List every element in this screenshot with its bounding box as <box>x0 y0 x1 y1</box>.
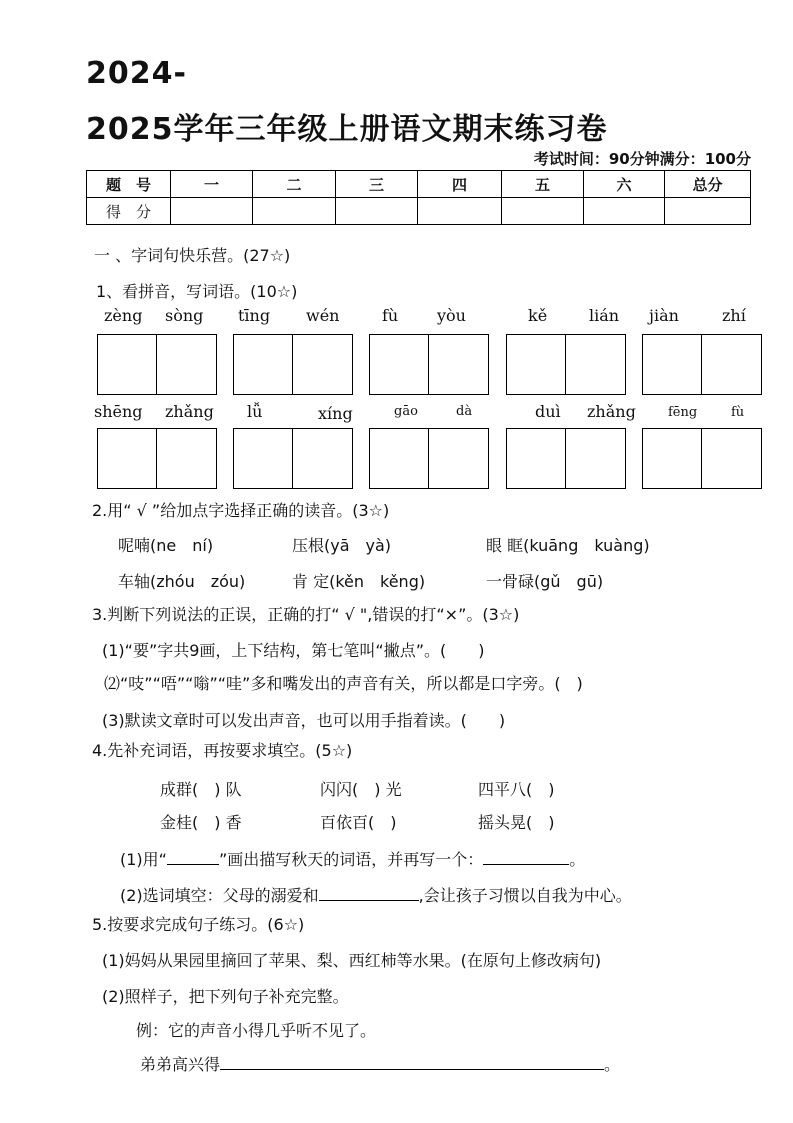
writing-cell[interactable] <box>157 335 216 394</box>
answer-line[interactable] <box>220 1069 604 1070</box>
idiom-blank: 金桂( ) 香 <box>160 813 242 832</box>
writing-cell[interactable] <box>293 335 352 394</box>
score-table-cell: 二 <box>253 171 336 198</box>
reading-option: 车轴(zhóu zóu) <box>118 572 246 591</box>
writing-cell[interactable] <box>370 335 429 394</box>
pinyin: gāo <box>394 404 418 419</box>
score-table <box>86 170 751 225</box>
pinyin: tīng <box>238 306 271 325</box>
score-table-cell: 题 号 <box>87 171 171 198</box>
score-input-cell[interactable] <box>253 198 336 225</box>
title-line-1: 2024- <box>86 56 187 91</box>
pinyin: fù <box>382 306 399 325</box>
writing-cell[interactable] <box>98 335 157 394</box>
score-table-cell: 总分 <box>665 171 751 198</box>
pinyin: lǚ <box>247 402 263 421</box>
q4-sub1-text-a: (1)用“ <box>120 850 167 869</box>
pinyin: fēng <box>668 405 698 420</box>
writing-cell[interactable] <box>643 429 702 488</box>
answer-line[interactable] <box>319 900 419 901</box>
score-table-cell: 五 <box>502 171 584 198</box>
q5-fill <box>140 1052 620 1075</box>
writing-cell[interactable] <box>507 335 566 394</box>
answer-line[interactable] <box>167 864 219 865</box>
writing-grid <box>642 334 762 395</box>
pinyin: wén <box>306 306 340 325</box>
q4-sub1-text-b: ”画出描写秋天的词语，并再写一个： <box>218 850 484 869</box>
pinyin: zhǎng <box>587 402 636 421</box>
writing-cell[interactable] <box>370 429 429 488</box>
pinyin: zèng <box>104 306 143 325</box>
q4-sub1 <box>120 847 585 870</box>
writing-cell[interactable] <box>293 429 352 488</box>
idiom-blank: 闪闪( ) 光 <box>320 780 402 799</box>
pinyin: sòng <box>165 306 204 325</box>
writing-cell[interactable] <box>702 429 761 488</box>
writing-grid <box>642 428 762 489</box>
q5-sub2: (2)照样子，把下列句子补充完整。 <box>102 987 349 1006</box>
q5-fill-text-a: 弟弟高兴得 <box>140 1055 221 1074</box>
score-input-cell[interactable] <box>665 198 751 225</box>
writing-cell[interactable] <box>566 429 625 488</box>
score-input-cell[interactable] <box>336 198 418 225</box>
judgement-item: (3)默读文章时可以发出声音，也可以用手指着读。( ) <box>102 711 506 730</box>
score-table-cell: 四 <box>418 171 502 198</box>
idiom-blank: 百依百( ) <box>320 813 397 832</box>
writing-cell[interactable] <box>643 335 702 394</box>
writing-cell[interactable] <box>98 429 157 488</box>
writing-grid <box>506 428 626 489</box>
score-table-cell: 一 <box>171 171 253 198</box>
q4-sub1-text-c: 。 <box>569 850 586 869</box>
writing-cell[interactable] <box>429 335 488 394</box>
exam-info: 考试时间：90分钟满分：100分 <box>533 150 751 168</box>
reading-option: 呢喃(ne ní) <box>118 536 214 555</box>
writing-grid <box>233 334 353 395</box>
q4-sub2 <box>120 883 632 906</box>
reading-option: 压根(yā yà) <box>292 536 392 555</box>
q5-sub1: (1)妈妈从果园里摘回了苹果、梨、西红柿等水果。(在原句上修改病句) <box>102 951 602 970</box>
pinyin: lián <box>589 306 620 325</box>
pinyin: jiàn <box>649 306 679 325</box>
answer-line[interactable] <box>483 864 569 865</box>
pinyin: zhí <box>722 306 746 325</box>
writing-grid <box>97 428 217 489</box>
writing-cell[interactable] <box>157 429 216 488</box>
writing-cell[interactable] <box>234 429 293 488</box>
q4-sub2-text-a: (2)选词填空：父母的溺爱和 <box>120 886 319 905</box>
score-table-cell: 三 <box>336 171 418 198</box>
writing-grid <box>369 428 489 489</box>
pinyin: duì <box>535 402 561 421</box>
score-table-header-row <box>87 171 751 198</box>
writing-cell[interactable] <box>429 429 488 488</box>
score-table-score-row <box>87 198 751 225</box>
pinyin: fù <box>731 405 745 420</box>
q1-heading: 1、看拼音，写词语。(10☆) <box>96 282 298 301</box>
score-input-cell[interactable] <box>418 198 502 225</box>
reading-option: 眼 眶(kuāng kuàng) <box>486 536 650 555</box>
writing-cell[interactable] <box>566 335 625 394</box>
idiom-blank: 摇头晃( ) <box>478 813 555 832</box>
judgement-item: (1)“要”字共9画，上下结构，第七笔叫“撇点”。( ) <box>102 641 485 660</box>
q5-fill-text-b: 。 <box>604 1055 621 1074</box>
score-table-cell: 六 <box>584 171 665 198</box>
title-line-2: 2025学年三年级上册语文期末练习卷 <box>86 112 608 147</box>
pinyin: zhǎng <box>165 402 214 421</box>
pinyin: shēng <box>94 402 143 421</box>
writing-cell[interactable] <box>234 335 293 394</box>
q4-heading: 4.先补充词语，再按要求填空。(5☆) <box>92 741 353 760</box>
reading-option: 肯 定(kěn kěng) <box>292 572 426 591</box>
writing-grid <box>506 334 626 395</box>
q2-heading: 2.用“ √ ”给加点字选择正确的读音。(3☆) <box>92 501 390 520</box>
reading-option: 一骨碌(gǔ gū) <box>486 572 604 591</box>
writing-grid <box>233 428 353 489</box>
idiom-blank: 成群( ) 队 <box>160 780 242 799</box>
pinyin: kě <box>528 306 548 325</box>
writing-cell[interactable] <box>507 429 566 488</box>
score-input-cell[interactable] <box>584 198 665 225</box>
pinyin: dà <box>456 404 473 419</box>
writing-grid <box>97 334 217 395</box>
pinyin: xíng <box>318 404 353 423</box>
score-input-cell[interactable] <box>171 198 253 225</box>
q3-heading: 3.判断下列说法的正误，正确的打“ √ ",错误的打“×”。(3☆) <box>92 605 520 624</box>
idiom-blank: 四平八( ) <box>478 780 555 799</box>
score-input-cell[interactable] <box>502 198 584 225</box>
writing-cell[interactable] <box>702 335 761 394</box>
pinyin: yòu <box>437 306 466 325</box>
q5-example: 例：它的声音小得几乎听不见了。 <box>136 1021 377 1040</box>
judgement-item: ⑵“吱”“唔”“嗡”“哇”多和嘴发出的声音有关，所以都是口字旁。( ) <box>104 674 583 693</box>
section1-heading: 一 、字词句快乐营。(27☆) <box>94 246 291 265</box>
q4-sub2-text-b: ,会让孩子习惯以自我为中心。 <box>418 886 632 905</box>
q5-heading: 5.按要求完成句子练习。(6☆) <box>92 915 305 934</box>
score-label: 得 分 <box>87 198 171 225</box>
writing-grid <box>369 334 489 395</box>
